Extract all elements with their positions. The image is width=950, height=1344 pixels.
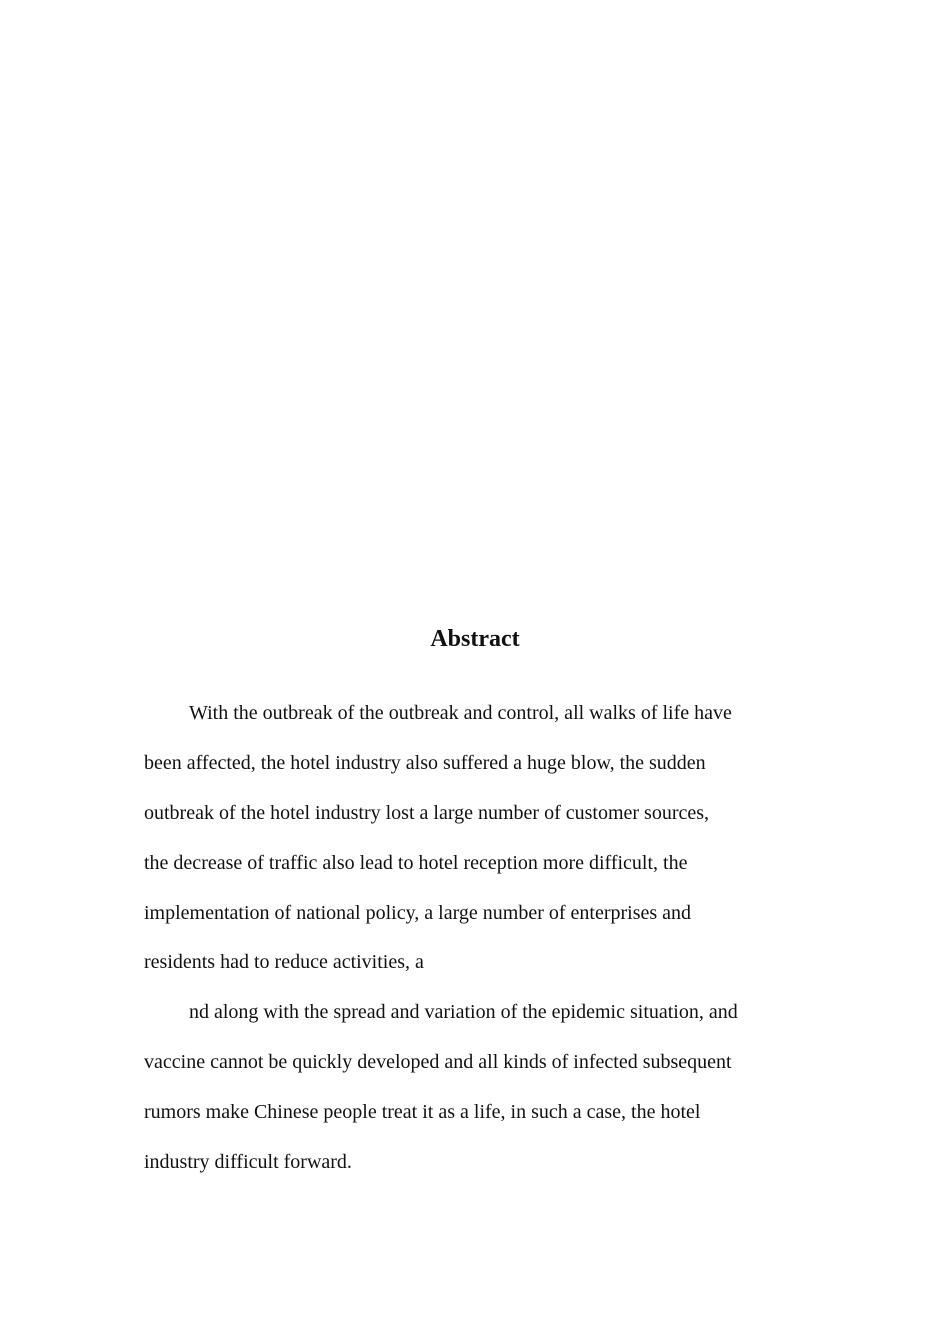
paragraph-line: industry difficult forward. [144, 1151, 352, 1173]
paragraph-line: rumors make Chinese people treat it as a life, in such a case, the hotel [144, 1101, 701, 1123]
paragraph-line: outbreak of the hotel industry lost a large number of customer sources, [144, 802, 710, 824]
paragraph-line: residents had to reduce activities, a [144, 951, 424, 973]
paragraph-line: nd along with the spread and variation of the epidemic situation, and [189, 1001, 738, 1023]
paragraph-line: the decrease of traffic also lead to hotel reception more difficult, the [144, 852, 688, 874]
paragraph-line: vaccine cannot be quickly developed and all kinds of infected subsequent [144, 1051, 732, 1073]
paragraph-line: implementation of national policy, a large number of enterprises and [144, 902, 692, 924]
paragraph-line: been affected, the hotel industry also suffered a huge blow, the sudden [144, 752, 706, 774]
paragraph-line: With the outbreak of the outbreak and control, all walks of life have [189, 702, 732, 724]
abstract-title: Abstract [430, 626, 520, 652]
